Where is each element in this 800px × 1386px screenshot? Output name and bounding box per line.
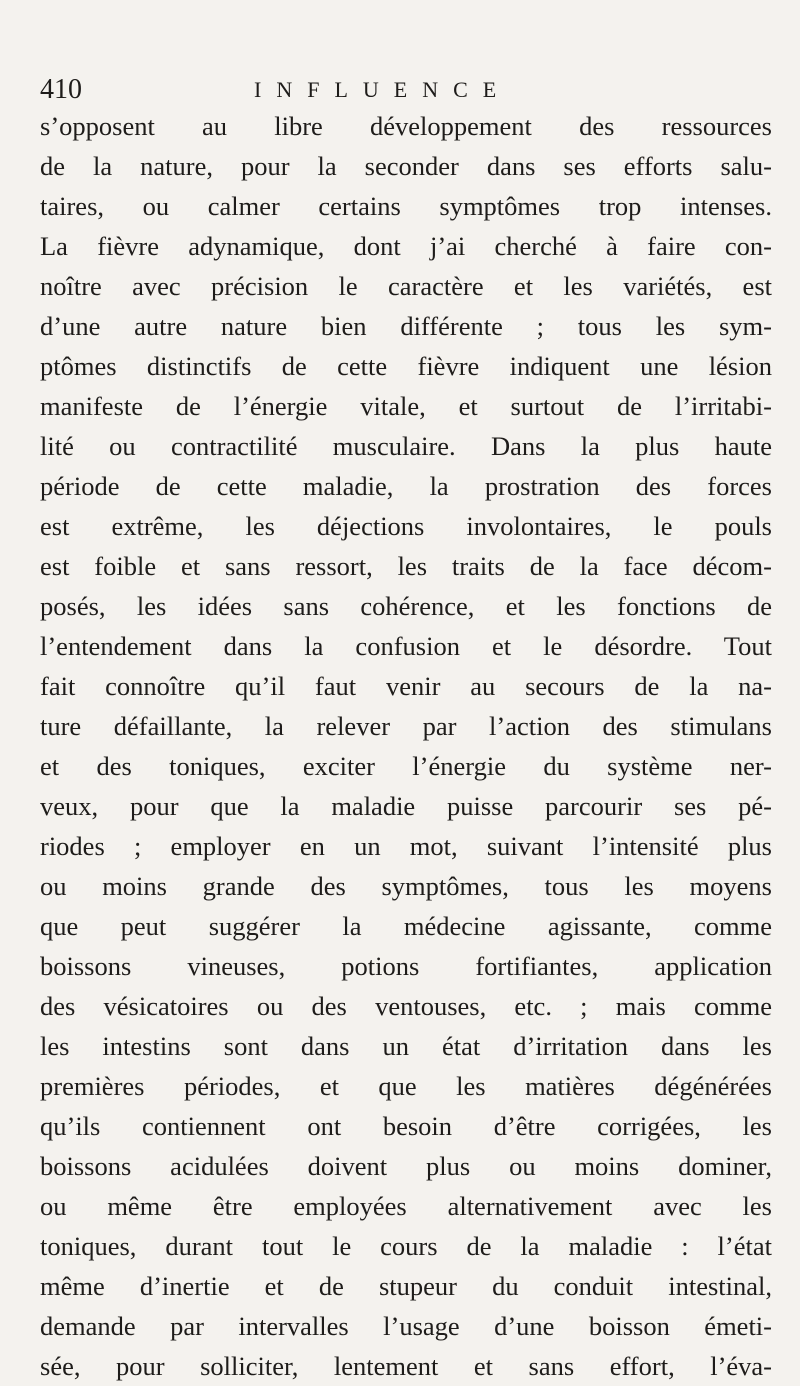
text-line: riodes ; employer en un mot, suivant l’intensité plus <box>40 831 772 861</box>
text-line: l’entendement dans la confusion et le désordre. Tout <box>40 631 772 661</box>
text-line: ture défaillante, la relever par l’action des stimulans <box>40 711 772 741</box>
text-line: et des toniques, exciter l’énergie du système ner- <box>40 751 772 781</box>
text-line: taires, ou calmer certains symptômes trop intenses. <box>40 191 772 221</box>
text-line: est foible et sans ressort, les traits de la face décom- <box>40 551 772 581</box>
text-line: boissons vineuses, potions fortifiantes, application <box>40 951 772 981</box>
text-line: demande par intervalles l’usage d’une boisson émeti- <box>40 1311 772 1341</box>
text-line: période de cette maladie, la prostration des forces <box>40 471 772 501</box>
text-line: posés, les idées sans cohérence, et les fonctions de <box>40 591 772 621</box>
running-head <box>40 72 772 108</box>
text-line: d’une autre nature bien différente ; tous les sym- <box>40 311 772 341</box>
text-line: des vésicatoires ou des ventouses, etc. ; mais comme <box>40 991 772 1021</box>
text-line: premières périodes, et que les matières dégénérées <box>40 1071 772 1101</box>
text-line: sée, pour solliciter, lentement et sans effort, l’éva- <box>40 1351 772 1381</box>
text-line: est extrême, les déjections involontaires, le pouls <box>40 511 772 541</box>
text-line: s’opposent au libre développement des ressources <box>40 111 772 141</box>
text-line: ou moins grande des symptômes, tous les moyens <box>40 871 772 901</box>
text-line: lité ou contractilité musculaire. Dans la plus haute <box>40 431 772 461</box>
text-line: même d’inertie et de stupeur du conduit intestinal, <box>40 1271 772 1301</box>
text-line: les intestins sont dans un état d’irritation dans les <box>40 1031 772 1061</box>
text-line: fait connoître qu’il faut venir au secours de la na- <box>40 671 772 701</box>
text-line: La fièvre adynamique, dont j’ai cherché à faire con- <box>40 231 772 261</box>
text-line: de la nature, pour la seconder dans ses efforts salu- <box>40 151 772 181</box>
text-line: noître avec précision le caractère et les variétés, est <box>40 271 772 301</box>
text-line: ptômes distinctifs de cette fièvre indiquent une lésion <box>40 351 772 381</box>
page-number: 410 <box>40 74 82 105</box>
text-line: ou même être employées alternativement avec les <box>40 1191 772 1221</box>
text-line: manifeste de l’énergie vitale, et surtout de l’irritabi- <box>40 391 772 421</box>
running-title: INFLUENCE <box>254 77 512 102</box>
text-line: toniques, durant tout le cours de la maladie : l’état <box>40 1231 772 1261</box>
text-line: que peut suggérer la médecine agissante, comme <box>40 911 772 941</box>
text-line: veux, pour que la maladie puisse parcourir ses pé- <box>40 791 772 821</box>
text-line: qu’ils contiennent ont besoin d’être corrigées, les <box>40 1111 772 1141</box>
body-text <box>40 106 772 1386</box>
text-line: boissons acidulées doivent plus ou moins dominer, <box>40 1151 772 1181</box>
